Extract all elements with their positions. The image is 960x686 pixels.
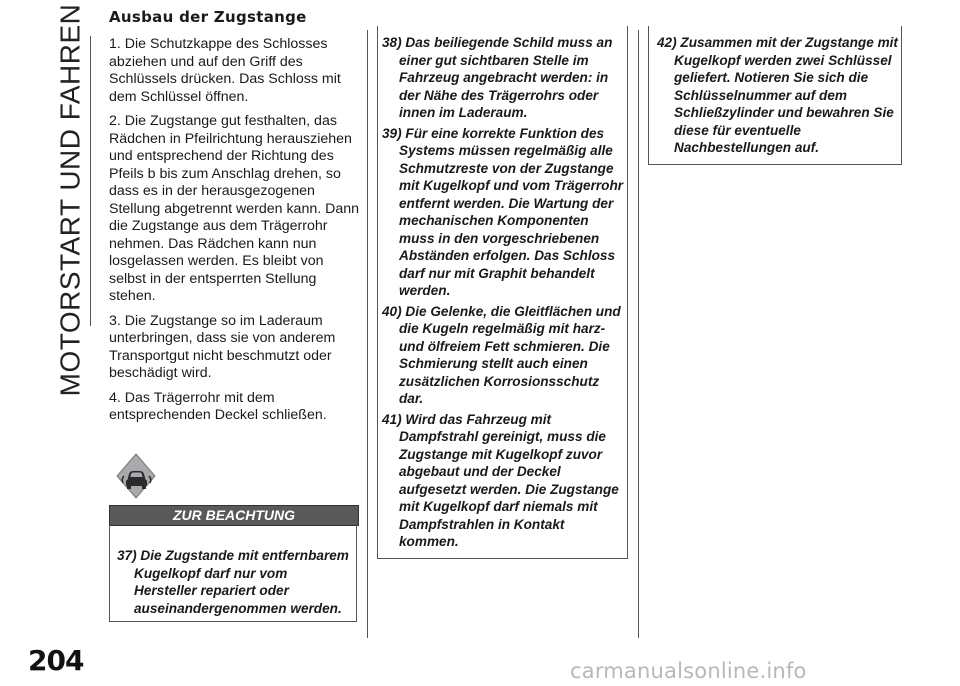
step-paragraph: 2. Die Zugstange gut festhalten, das Rädchen in Pfeilrichtung herausziehen und entsprechend der Richtung des Pfeils b bis zum Anschlag drehen, so dass es in der herausgezogenen Stellung abgetrennt werden kann. Dann die Zugstange aus dem Trägerrohr nehmen. Das Rädchen kann nun losgelassen werden. Es bleibt von selbst in der entsperrten Stellung stehen.	[109, 113, 360, 304]
main-text-column	[109, 8, 361, 432]
notes-box-column-2	[377, 26, 628, 559]
side-divider	[90, 36, 91, 326]
car-warning-icon	[115, 453, 157, 499]
warning-header: ZUR BEACHTUNG	[109, 505, 359, 526]
warning-box	[109, 525, 357, 622]
watermark: carmanualsonline.info	[570, 659, 807, 683]
notes-box-column-3	[648, 26, 902, 165]
note-item: 38) Das beiliegende Schild muss an einer gut sichtbaren Stelle im Fahrzeug angebracht werden: in der Nähe des Trägerrohrs oder innen im Laderaum.	[382, 35, 613, 120]
note-item: 37) Die Zugstande mit entfernbarem Kugelkopf darf nur vom Hersteller repariert oder auseinandergenommen werden.	[117, 548, 349, 616]
step-paragraph: 1. Die Schutzkappe des Schlosses abziehen und auf den Griff des Schlüssels drücken. Das Schloss mit dem Schlüssel öffnen.	[109, 36, 341, 105]
note-item: 41) Wird das Fahrzeug mit Dampfstrahl gereinigt, muss die Zugstange mit Kugelkopf zuvor abgebaut und der Deckel aufgesetzt werden. Die Zugstange mit Kugelkopf darf niemals mit Dampfstrahlen in Kontakt kommen.	[382, 411, 619, 549]
note-item: 39) Für eine korrekte Funktion des Systems müssen regelmäßig alle Schmutzreste von der Zugstange mit Kugelkopf und vom Trägerrohr entfernt werden. Die Wartung der mechanischen Komponenten muss in den vorgeschriebenen Abständen erfolgen. Das Schloss darf nur mit Graphit behandelt werden.	[382, 125, 624, 298]
column-divider	[367, 30, 368, 638]
section-heading: Ausbau der Zugstange	[109, 8, 307, 26]
step-paragraph: 3. Die Zugstange so im Laderaum unterbringen, dass sie von anderem Transportgut nicht beschmutzt oder beschädigt wird.	[109, 312, 336, 381]
chapter-side-title	[46, 3, 94, 397]
note-item: 40) Die Gelenke, die Gleitflächen und die Kugeln regelmäßig mit harz- und ölfreiem Fett schmieren. Die Schmierung stellt auch einen zusätzlichen Korrosionsschutz dar.	[382, 303, 621, 406]
column-divider	[638, 30, 639, 638]
chapter-title-text: MOTORSTART UND FAHREN	[54, 3, 85, 397]
warning-notes	[110, 525, 356, 617]
page-number: 204	[28, 644, 84, 677]
notes-list	[378, 26, 627, 551]
notes-list	[649, 26, 901, 157]
note-item: 42) Zusammen mit der Zugstange mit Kugelkopf werden zwei Schlüssel geliefert. Notieren Sie sich die Schlüsselnummer auf dem Schließzylinder und bewahren Sie diese für eventuelle Nachbestellungen auf.	[657, 35, 898, 155]
step-paragraph: 4. Das Trägerrohr mit dem entsprechenden Deckel schließen.	[109, 389, 327, 423]
